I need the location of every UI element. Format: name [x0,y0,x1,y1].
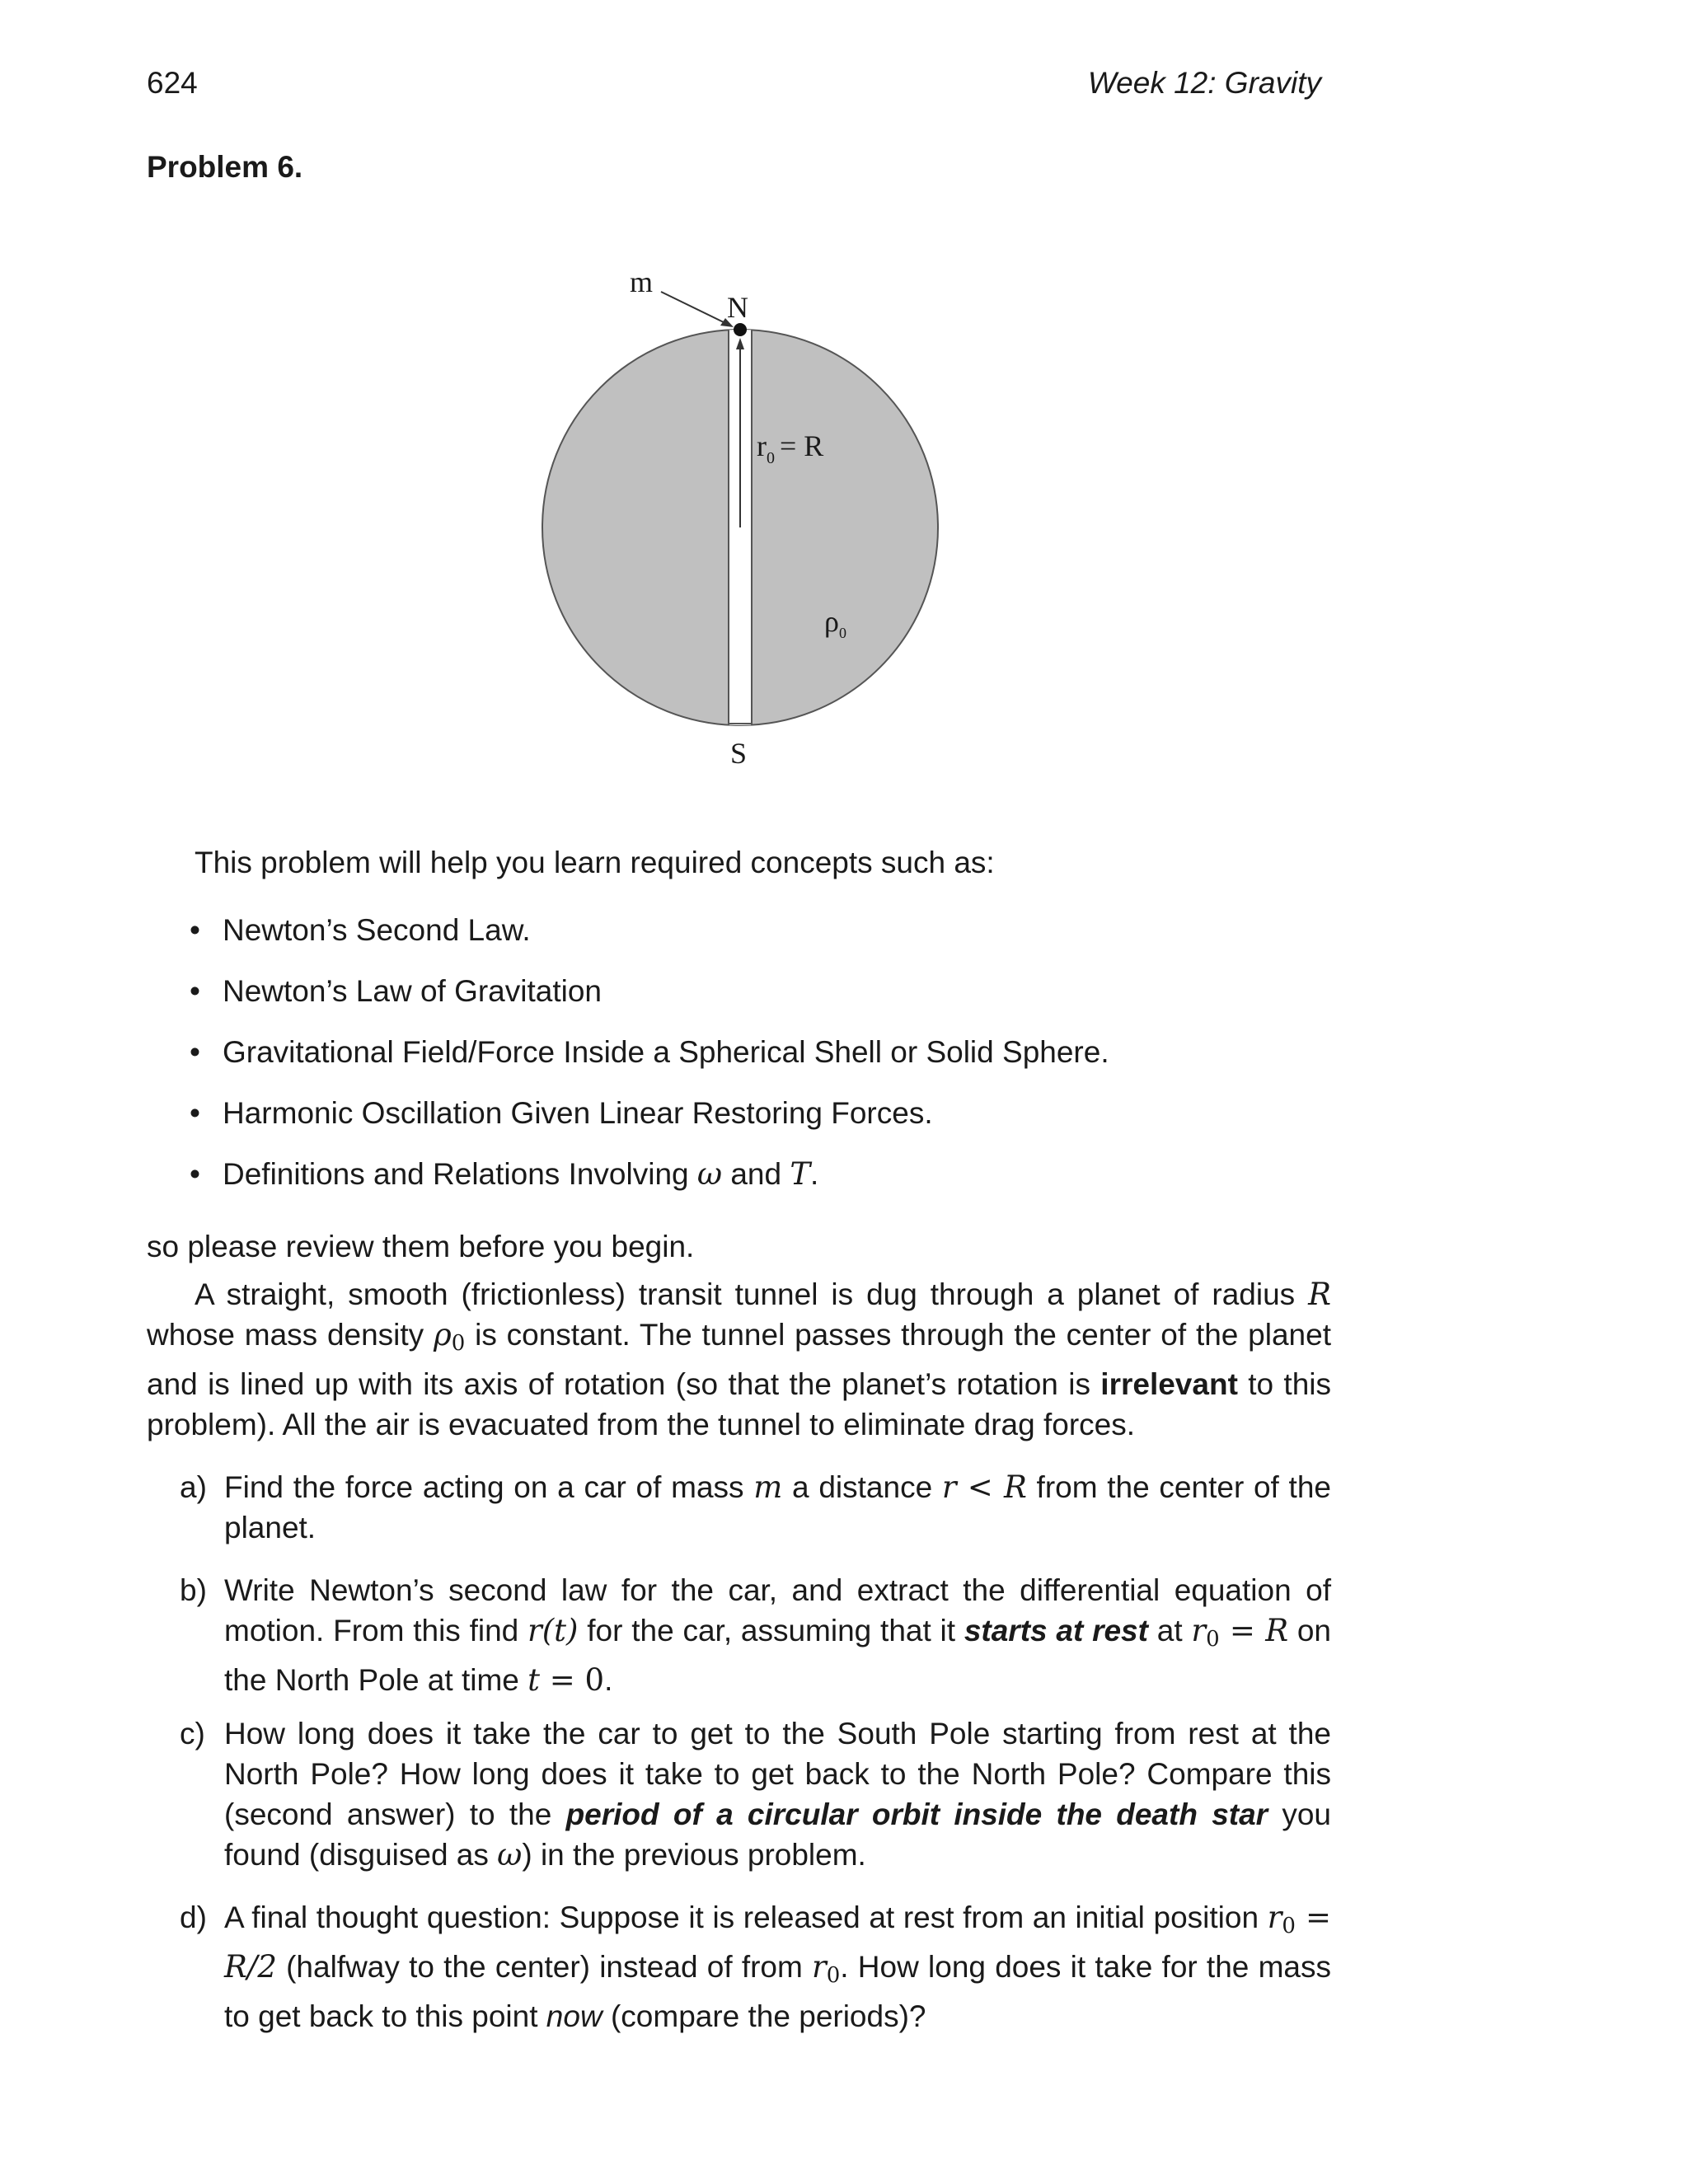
list-item: • Harmonic Oscillation Given Linear Restoring Forces. [190,1093,1109,1154]
mass-pointer-arrow [661,292,725,323]
question-label: d) [180,1900,207,1934]
label-r0-equals-R: = R [780,429,824,462]
bullet-icon: • [190,1157,200,1191]
bullet-icon: • [190,1035,200,1069]
list-item: • Newton’s Law of Gravitation [190,971,1109,1032]
bullet-icon: • [190,974,200,1008]
page-number: 624 [147,66,198,100]
list-item: • Definitions and Relations Involving ω and T. [190,1154,1109,1215]
running-head: Week 12: Gravity [1087,66,1321,100]
label-south: S [730,737,748,770]
intro-text: This problem will help you learn required concepts such as: [195,846,995,879]
bullet-icon: • [190,1096,200,1130]
concept-list [190,910,1109,1215]
question-d: d) A final thought question: Suppose it is released at rest from an initial position $r_0 = R/2$ (halfway to the center) instead of from $r_0$. How long does it take for the mass to get back to this point now (compare the periods)? [180,1897,1331,2036]
label-r0: r [757,429,767,462]
label-r0-subscript: 0 [767,449,775,467]
label-m: m [630,265,654,298]
bullet-icon: • [190,913,200,947]
question-c: c) How long does it take the car to get to the South Pole starting from rest at the North Pole? How long does it take to get back to the North Pole? Compare this (second answer) to the period of a circular orbit inside the death star you found (disguised as ω) in the previous problem. [180,1713,1331,1875]
question-a: a) Find the force acting on a car of mass m a distance r < R from the center of the planet. [180,1467,1331,1548]
label-north: N [727,291,748,324]
problem-paragraph: A straight, smooth (frictionless) transit tunnel is dug through a planet of radius R whose mass density $\rho_0$ is constant. The tunnel passes through the center of the planet and is lined up with its axis of rotation (so that the planet’s rotation is irrelevant to this problem). All the air is evacuated from the tunnel to eliminate drag forces. [147,1277,1332,1441]
question-b: b) Write Newton’s second law for the car, and extract the differential equation of motion. From this find r(t) for the car, assuming that it starts at rest at $r_0 = R$ on the North Pole at time t = 0. [180,1570,1331,1700]
question-label: b) [180,1573,207,1607]
label-rho-subscript: 0 [839,625,846,641]
planet-tunnel-figure [528,255,956,783]
mass-dot [734,323,747,336]
question-label: a) [180,1470,207,1504]
list-item: • Newton’s Second Law. [190,910,1109,971]
review-text: so please review them before you begin. [147,1230,695,1263]
label-rho: ρ [824,605,839,638]
problem-title: Problem 6. [147,150,303,184]
list-item: • Gravitational Field/Force Inside a Spherical Shell or Solid Sphere. [190,1032,1109,1093]
question-label: c) [180,1717,205,1750]
